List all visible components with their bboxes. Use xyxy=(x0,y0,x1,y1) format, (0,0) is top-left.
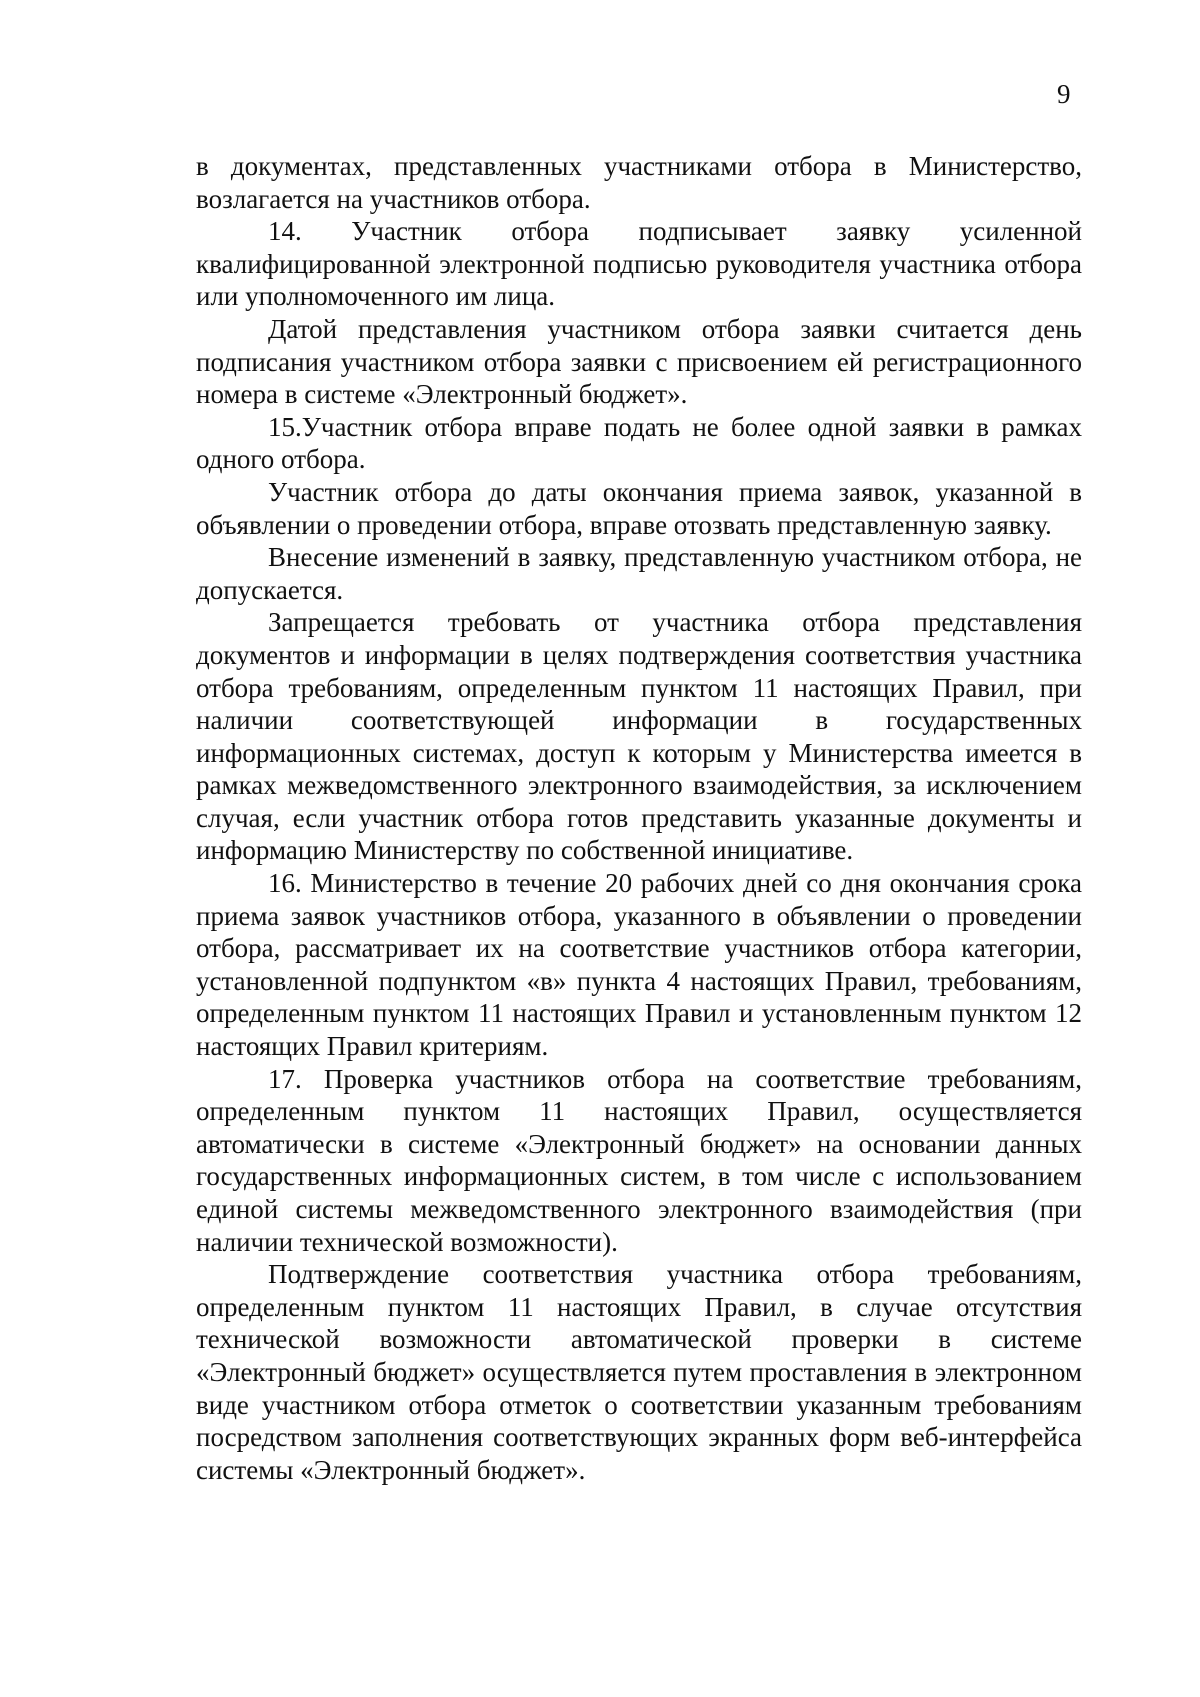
paragraph-no-changes: Внесение изменений в заявку, представленную участником отбора, не допускается. xyxy=(196,542,1082,605)
document-body xyxy=(196,150,1082,1486)
paragraph-item-15: 15.Участник отбора вправе подать не более одной заявки в рамках одного отбора. xyxy=(196,411,1082,475)
paragraph-prohibition: Запрещается требовать от участника отбора представления документов и информации в целях подтверждения соответствия участника отбора требованиям, определенным пунктом 11 настоящих Правил, при наличии соответствующей информации в государственных информационных системах, доступ к которым у Министерства имеется в рамках межведомственного электронного взаимодействия, за исключением случая, если участник отбора готов представить указанные документы и информацию Министерству по собственной инициативе. xyxy=(196,607,1082,866)
paragraph-submission-date: Датой представления участником отбора заявки считается день подписания участником отбора заявки с присвоением ей регистрационного номера в системе «Электронный бюджет». xyxy=(196,313,1082,410)
paragraph-item-17: 17. Проверка участников отбора на соответствие требованиям, определенным пунктом 11 настоящих Правил, осуществляется автоматически в системе «Электронный бюджет» на основании данных государственных информационных систем, в том числе с использованием единой системы межведомственного электронного взаимодействия (при наличии технической возможности). xyxy=(196,1063,1082,1257)
paragraph-item-16: 16. Министерство в течение 20 рабочих дней со дня окончания срока приема заявок участников отбора, указанного в объявлении о проведении отбора, рассматривает их на соответствие участников отбора категории, установленной подпунктом «в» пункта 4 настоящих Правил, требованиям, определенным пунктом 11 настоящих Правил и установленным пунктом 12 настоящих Правил критериям. xyxy=(196,868,1082,1062)
paragraph-withdrawal: Участник отбора до даты окончания приема заявок, указанной в объявлении о проведении отбора, вправе отозвать представленную заявку. xyxy=(196,476,1082,540)
paragraph-item-14: 14. Участник отбора подписывает заявку усиленной квалифицированной электронной подписью руководителя участника отбора или уполномоченного им лица. xyxy=(196,216,1082,312)
paragraph-continuation: в документах, представленных участниками отбора в Министерство, возлагается на участников отбора. xyxy=(196,151,1082,214)
paragraph-confirmation: Подтверждение соответствия участника отбора требованиям, определенным пунктом 11 настоящих Правил, в случае отсутствия технической возможности автоматической проверки в системе «Электронный бюджет» осуществляется путем проставления в электронном виде участником отбора отметок о соответствии указанным требованиям посредством заполнения соответствующих экранных форм веб-интерфейса системы «Электронный бюджет». xyxy=(196,1259,1082,1485)
page-number: 9 xyxy=(1057,79,1071,109)
